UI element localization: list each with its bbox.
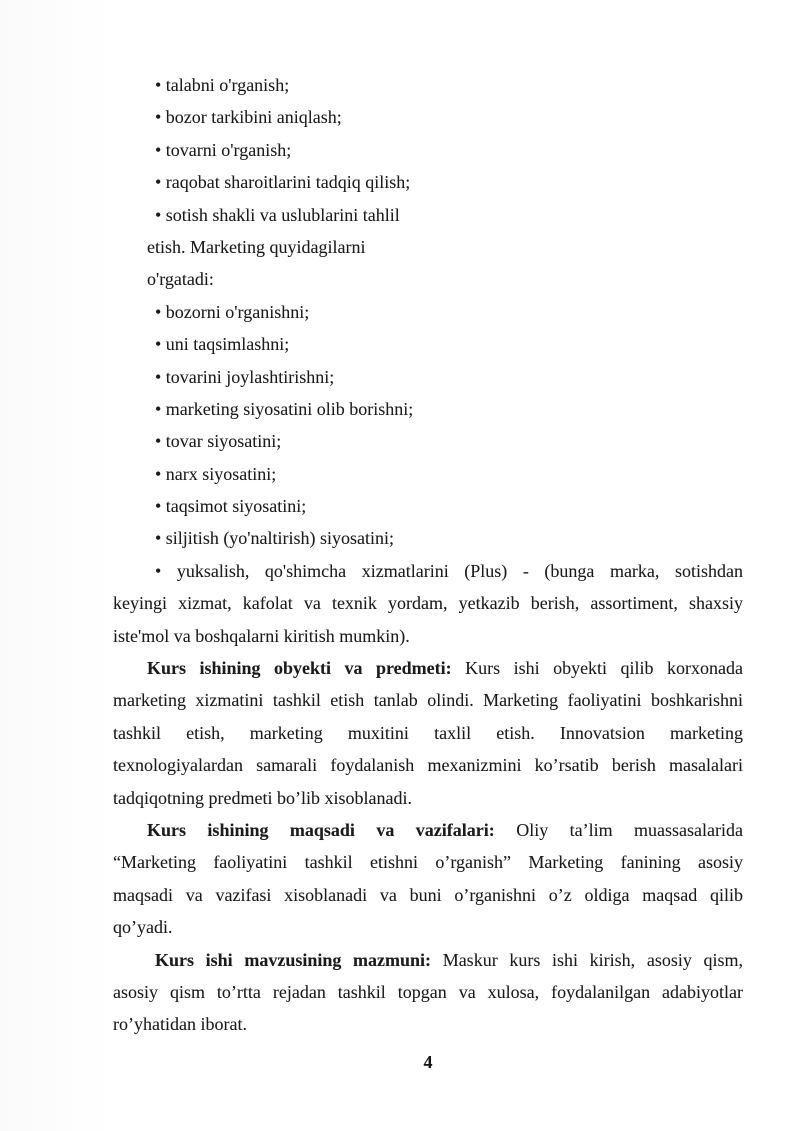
bullet-line: • tovarini joylashtirishni; <box>155 366 335 387</box>
bullet-line: • bozor tarkibini aniqlash; <box>155 107 342 128</box>
bullet-line: • talabni o'rganish; <box>155 75 290 95</box>
scan-edge-shading <box>0 0 110 1131</box>
text-line: marketing xizmatini tashkil etish tanlab olindi. Marketing faoliyatini boshkarishni <box>113 690 743 711</box>
text-line: iste'mol va boshqalarni kiritish mumkin). <box>113 625 410 646</box>
bullet-line: • taqsimot siyosatini; <box>155 496 307 517</box>
bullet-line: • sotish shakli va uslublarini tahlil <box>155 204 400 225</box>
bullet-line: • tovar siyosatini; <box>155 431 282 452</box>
bullet-line: • narx siyosatini; <box>155 463 277 484</box>
text-line: tadqiqotning predmeti bo’lib xisoblanadi. <box>113 787 412 808</box>
text-line: o'rgatadi: <box>147 269 214 290</box>
text-line: texnologiyalardan samarali foydalanish mexanizmini ko’rsatib berish masalalari <box>113 755 743 776</box>
bullet-line: • yuksalish, qo'shimcha xizmatlarini (Plus) - (bunga marka, sotishdan <box>155 560 743 581</box>
bullet-line: • tovarni o'rganish; <box>155 139 292 160</box>
text-line: qo’yadi. <box>113 917 173 938</box>
bullet-line: • raqobat sharoitlarini tadqiq qilish; <box>155 172 411 193</box>
text-line: keyingi xizmat, kafolat va texnik yordam, yetkazib berish, assortiment, shaxsiy <box>113 593 743 614</box>
paragraph-lead-bold: Kurs ishining maqsadi va vazifalari: <box>147 819 495 840</box>
page-number: 4 <box>423 1052 433 1072</box>
bullet-line: • bozorni o'rganishni; <box>155 301 310 322</box>
document-body <box>113 69 743 1041</box>
bullet-line: • uni taqsimlashni; <box>155 334 290 355</box>
text-line: Kurs ishi mavzusining mazmuni: Maskur kurs ishi kirish, asosiy qism, <box>155 949 743 970</box>
text-line: maqsadi va vazifasi xisoblanadi va buni o’rganishni o’z oldiga maqsad qilib <box>113 884 743 905</box>
paragraph-lead-bold: Kurs ishi mavzusining mazmuni: <box>155 949 432 970</box>
text-line: Kurs ishining maqsadi va vazifalari: Oliy ta’lim muassasalarida <box>147 819 743 840</box>
text-line: ro’yhatidan iborat. <box>113 1014 247 1035</box>
text-line: “Marketing faoliyatini tashkil etishni o’rganish” Marketing fanining asosiy <box>113 852 743 873</box>
paragraph-lead-bold: Kurs ishining obyekti va predmeti: <box>147 658 452 679</box>
text-line: Kurs ishining obyekti va predmeti: Kurs ishi obyekti qilib korxonada <box>147 658 743 679</box>
text-line: etish. Marketing quyidagilarni <box>147 236 366 257</box>
text-line: tashkil etish, marketing muxitini taxlil etish. Innovatsion marketing <box>113 722 743 743</box>
text-line: asosiy qism to’rtta rejadan tashkil topgan va xulosa, foydalanilgan adabiyotlar <box>113 981 743 1002</box>
bullet-line: • siljitish (yo'naltirish) siyosatini; <box>155 528 395 549</box>
bullet-line: • marketing siyosatini olib borishni; <box>155 398 414 419</box>
